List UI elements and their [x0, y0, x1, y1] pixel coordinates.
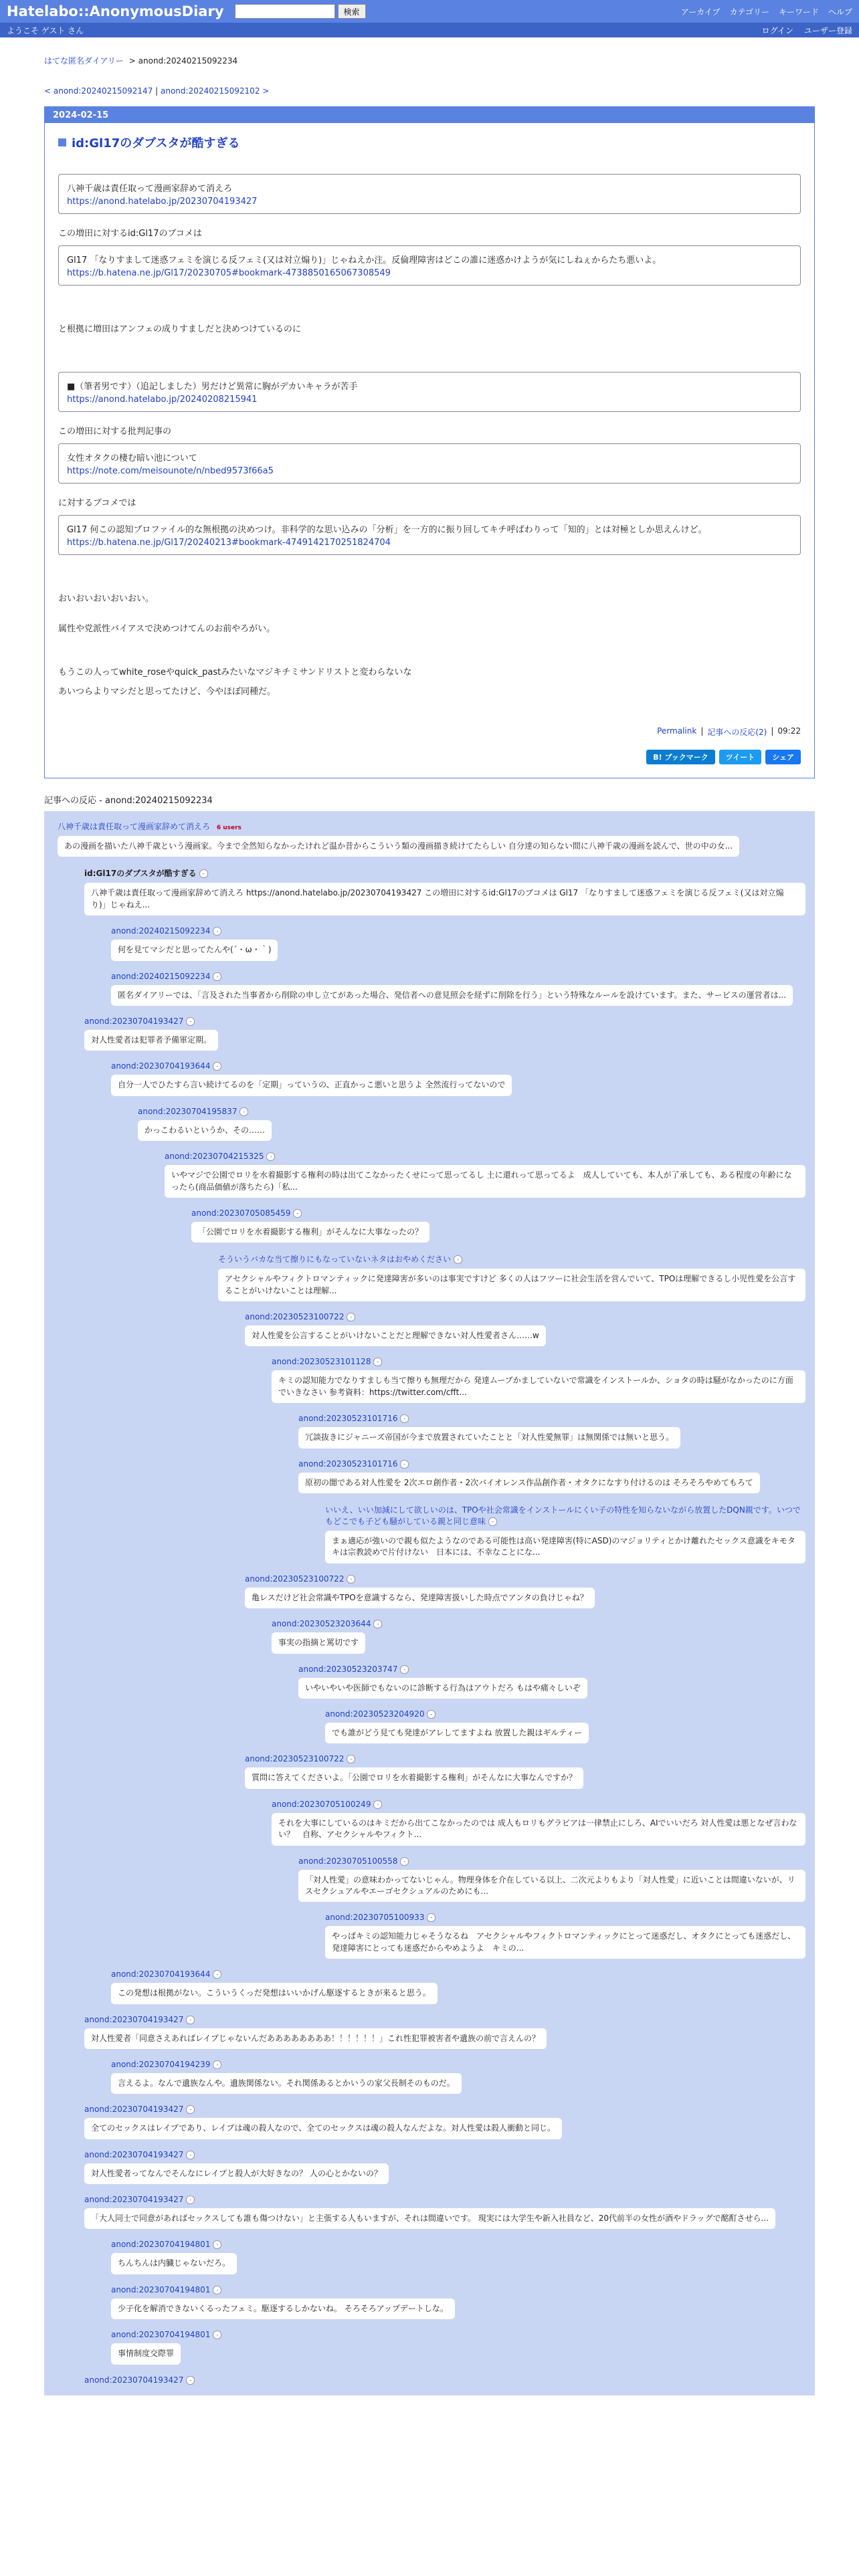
hatena-bookmark-button[interactable]: B! ブックマーク — [646, 750, 714, 764]
response-snippet: 言えるよ。なんで遺族なんや。遺族関係ない。それ関係あるとかいうの家父長制そのものだ。 — [111, 2073, 462, 2094]
response-node — [245, 1574, 808, 1615]
response-link[interactable]: anond:20230704194239 — [111, 2059, 211, 2069]
quote-text: 八神千歳は責任取って漫画家辞めて消えろ — [67, 184, 233, 194]
prev-entry-link[interactable]: < anond:20240215092147 — [44, 86, 153, 96]
response-snippet: やっぱキミの認知能力じゃそうなるね アセクシャルやフィクトロマンティックにとって迷惑だし、オタクにとっても迷惑だし、発達障害にとっても迷惑だからやめようよ キミの... — [325, 1926, 805, 1959]
responses-heading: 記事への反応 - anond:20240215092234 — [44, 796, 213, 806]
entry-paragraph: 属性や党派性バイアスで決めつけてんのお前やろがい。 — [58, 624, 276, 634]
response-link[interactable]: anond:20230704193427 — [84, 1016, 184, 1026]
response-link[interactable]: anond:20230523101716 — [298, 1414, 398, 1424]
response-node — [58, 821, 808, 863]
response-snippet: 対人性愛者「同意さえあればレイプじゃないんだああああああああ！！！！！！」これ性犯罪被害者や遺族の前で言えんの？ — [84, 2028, 547, 2049]
diary-entry — [44, 106, 815, 778]
response-link[interactable]: anond:20240215092234 — [111, 926, 211, 936]
response-node — [191, 1208, 808, 1249]
response-node — [111, 2240, 808, 2280]
response-link[interactable]: anond:20230523203747 — [298, 1664, 398, 1674]
response-snippet: 原初の闇である対人性愛を 2次エロ創作者・2次バイオレンス作品創作者・オタクになすり付けるのは そろそろやめてもろて — [298, 1473, 760, 1493]
response-snippet: 対人性愛者ってなんでそんなにレイプと殺人が大好きなの？ 人の心とかないの？ — [84, 2163, 389, 2184]
response-snippet: キミの認知能力でなりすましも当て擦りも無理だから 発達ムーブかましていないで常識をインストールか、ショタの時は騒がなかったのに方面でいきなさい 参考資料：https://twitter.com/cfft... — [272, 1370, 805, 1403]
nav-keyword[interactable]: キーワード — [778, 7, 819, 17]
response-node — [84, 2195, 808, 2236]
response-link[interactable]: anond:20230704193644 — [111, 1969, 211, 1979]
response-node — [245, 1312, 808, 1353]
response-link[interactable]: anond:20230523204920 — [325, 1709, 425, 1719]
response-link[interactable]: anond:20230704194801 — [111, 2240, 211, 2250]
collapse-toggle-icon[interactable]: - — [213, 2060, 221, 2069]
top-bar — [0, 0, 859, 23]
response-node — [84, 2150, 808, 2191]
response-link[interactable]: anond:20230704194801 — [111, 2330, 211, 2340]
top-nav — [681, 6, 852, 17]
quote-block — [58, 174, 801, 214]
nav-category[interactable]: カテゴリー — [729, 7, 769, 17]
response-link[interactable]: anond:20230523100722 — [245, 1312, 345, 1322]
response-node — [325, 1709, 808, 1750]
collapse-toggle-icon[interactable]: - — [213, 1970, 221, 1979]
search-input[interactable] — [235, 4, 335, 19]
permalink-link[interactable]: Permalink — [657, 726, 697, 736]
response-link[interactable]: いいえ、いい加減にして欲しいのは、TPOや社会常識をインストールにくい子の特性を知らないながら放置したDQN親です。いつでもどこでも子ども騒がしている親と同じ意味 — [325, 1505, 801, 1527]
response-snippet: 全てのセックスはレイプであり、レイプは魂の殺人なので、全てのセックスは魂の殺人なんだよな。対人性愛は殺人衝動と同じ。 — [84, 2118, 562, 2139]
entry-title-link[interactable]: id:Gl17のダブスタが酷すぎる — [72, 136, 240, 150]
collapse-toggle-icon[interactable]: - — [199, 869, 208, 878]
response-node — [325, 1913, 808, 1965]
quote-link[interactable]: https://anond.hatelabo.jp/20230704193427 — [67, 197, 258, 207]
response-link[interactable]: そういうバカな当て擦りにもなっていないネタはおやめください — [218, 1255, 452, 1265]
response-link[interactable]: anond:20240215092234 — [111, 971, 211, 981]
collapse-toggle-icon[interactable]: - — [373, 1358, 382, 1366]
user-bar — [0, 23, 859, 37]
breadcrumb-home[interactable]: はてな匿名ダイアリー — [44, 56, 124, 66]
response-snippet: 対人性愛を公言することがいけないことだと理解できない対人性愛者さん……w — [245, 1325, 546, 1346]
bookmark-users-badge[interactable]: 6 users — [216, 825, 242, 831]
collapse-toggle-icon[interactable]: - — [373, 1800, 382, 1809]
response-snippet: でも誰がどう見ても発達がアレしてますよね 放置した親はギルティー — [325, 1723, 589, 1743]
site-logo[interactable]: Hatelabo::AnonymousDiary — [7, 3, 224, 19]
response-snippet: 少子化を解消できないくるったフェミ。駆逐するしかないね。 そろそろアップデートしな。 — [111, 2298, 455, 2319]
collapse-toggle-icon[interactable]: - — [213, 1062, 221, 1071]
response-link[interactable]: anond:20230704193427 — [84, 2014, 184, 2024]
collapse-toggle-icon[interactable]: - — [186, 2376, 195, 2385]
response-link[interactable]: anond:20230704193644 — [111, 1061, 211, 1071]
collapse-toggle-icon[interactable]: - — [213, 927, 221, 936]
response-snippet: 「大人同士で同意があればセックスしても誰も傷つけない」と主張する人もいますが、それは間違いです。 現実には大学生や新入社員など、20代前半の女性が酒やドラッグで酩酊させら... — [84, 2208, 775, 2229]
collapse-toggle-icon[interactable]: - — [427, 1913, 436, 1922]
response-snippet: この発想は根拠がない。こういうくっだ発想はいいかげん駆逐するときが来ると思う。 — [111, 1983, 438, 2004]
response-link[interactable]: anond:20230705085459 — [191, 1208, 291, 1218]
response-node — [111, 1969, 808, 2010]
entry-paragraph: と根拠に増田はアンフェの成りすましだと決めつけているのに — [58, 324, 301, 334]
response-node — [138, 1107, 808, 1148]
quote-link[interactable]: https://note.com/meisounote/n/nbed9573f66a5 — [67, 466, 274, 476]
response-link[interactable]: anond:20230704215325 — [165, 1152, 264, 1162]
collapse-toggle-icon[interactable]: - — [347, 1313, 355, 1321]
collapse-toggle-icon[interactable]: - — [400, 1414, 409, 1423]
nav-archive[interactable]: アーカイブ — [680, 7, 721, 17]
response-link[interactable]: anond:20230704195837 — [138, 1106, 237, 1116]
facebook-share-button[interactable]: シェア — [765, 750, 801, 764]
response-snippet: 冗談抜きにジャニーズ帝国が今まで放置されていたことと「対人性愛無罪」は無関係では無いと思う。 — [298, 1427, 680, 1448]
collapse-toggle-icon[interactable]: - — [400, 1665, 409, 1674]
entry-time: 09:22 — [777, 726, 801, 736]
collapse-toggle-icon[interactable]: - — [400, 1460, 409, 1469]
response-link[interactable]: anond:20230523101716 — [298, 1459, 398, 1469]
breadcrumb — [44, 55, 815, 66]
response-link[interactable]: anond:20230523203644 — [272, 1619, 371, 1629]
response-node — [84, 867, 808, 922]
response-snippet: 匿名ダイアリーでは、「言及された当事者から削除の申し立てがあった場合、発信者への意見照会を経ずに削除を行う」という特殊なルールを設けています。また、サービスの運営者は... — [111, 985, 793, 1006]
quote-text: Gl17 何この認知プロファイル的な無根拠の決めつけ。非科学的な思い込みの「分析」を一方的に振り回してキチ呼ばわりって「知的」とは対極としか思えんけど。 — [67, 525, 707, 535]
response-snippet: 事実の指摘と罵切です — [272, 1632, 365, 1653]
entry-title — [58, 134, 801, 151]
welcome-text: ようこそ ゲスト さん — [7, 25, 84, 35]
quote-text: 女性オタクの棲む暗い池について — [67, 453, 197, 463]
response-snippet: アセクシャルやフィクトロマンティックに発達障害が多いのは事実ですけど 多くの人はフツーに社会生活を営んでいて、TPOは理解できるし小児性愛を公言することがいけないことは理解... — [218, 1269, 805, 1301]
entry-paragraph: おいおいおいおいおい。 — [58, 594, 155, 604]
response-link[interactable]: id:Gl17のダブスタが酷すぎる — [84, 869, 197, 879]
register-link[interactable]: ユーザー登録 — [803, 25, 852, 35]
response-node — [84, 2015, 808, 2056]
breadcrumb-current: anond:20240215092234 — [138, 56, 238, 66]
response-node — [272, 1357, 808, 1410]
collapse-toggle-icon[interactable]: - — [186, 1017, 195, 1026]
quote-block — [58, 245, 801, 286]
response-node — [111, 972, 808, 1012]
response-node — [84, 2375, 808, 2385]
root-entry-link[interactable]: 八神千歳は責任取って漫画家辞めて消えろ — [58, 822, 211, 831]
response-snippet: あの漫画を描いた八神千歳という漫画家。今まで全然知らなかったけれど温か昔からこういう類の漫画描き続けてたらしい 自分達の知らない間に八神千歳の漫画を読んで、世の中の女... — [58, 836, 739, 857]
collapse-toggle-icon[interactable]: - — [213, 972, 221, 981]
title-square-icon — [58, 138, 66, 146]
response-node — [84, 1016, 808, 1057]
collapse-toggle-icon[interactable]: - — [347, 1755, 355, 1763]
responses-link[interactable]: 記事への反応(2) — [707, 728, 767, 737]
response-link[interactable]: anond:20230523100722 — [245, 1754, 345, 1764]
response-snippet: 「対人性愛」の意味わかってないじゃん。物理身体を介在している以上、二次元よりもより「対人性愛」に近いことは間違いないが、リスセクシュアルやエーゴセクシュアルのためにも... — [298, 1870, 805, 1903]
entry-paragraph: に対するブコメでは — [58, 498, 136, 508]
response-link[interactable]: anond:20230704194801 — [111, 2284, 211, 2294]
response-node — [111, 2285, 808, 2326]
response-link[interactable]: anond:20230704193427 — [84, 2375, 184, 2385]
response-node — [325, 1504, 808, 1570]
next-entry-link[interactable]: anond:20240215092102 > — [161, 86, 270, 96]
collapse-toggle-icon[interactable]: - — [400, 1857, 409, 1866]
response-link[interactable]: anond:20230704193427 — [84, 2105, 184, 2115]
quote-text: ■（筆者男です）（追記しました）男だけど異常に胸がデカいキャラが苦手 — [67, 382, 358, 392]
entry-paragraph: この増田に対するid:Gl17のブコメは — [58, 229, 202, 239]
response-node — [272, 1800, 808, 1852]
collapse-toggle-icon[interactable]: - — [240, 1107, 248, 1116]
entry-paragraph: この増田に対する批判記事の — [58, 427, 172, 437]
response-snippet: 何を見てマシだと思ってたんや(´・ω・｀) — [111, 940, 278, 960]
response-link[interactable]: anond:20230705100933 — [325, 1913, 425, 1923]
breadcrumb-separator: > — [128, 56, 136, 66]
quote-block — [58, 515, 801, 555]
response-node — [84, 2105, 808, 2145]
collapse-toggle-icon[interactable]: - — [488, 1517, 497, 1526]
response-snippet: まぁ適応が強いので親も似たようなのである可能性は高い発達障害(特にASD)のマジョリティとかけ離れたセックス意識をキモタキは宗教読めで片付けない 日本には、不幸なことにな... — [325, 1531, 805, 1564]
entry-date: 2024-02-15 — [45, 107, 814, 123]
response-node — [298, 1665, 808, 1705]
response-link[interactable]: anond:20230705100558 — [298, 1856, 398, 1866]
tweet-button[interactable]: ツイート — [719, 750, 761, 764]
response-snippet: 八神千歳は責任取って漫画家辞めて消えろ https://anond.hatelabo.jp/20230704193427 この増田に対するid:Gl17のブコメは Gl17 「なりすまして迷惑フェミを演じる反フェミ(又は対立煽り)」じゃねえ... — [84, 883, 805, 916]
entry-paragraph: もうこの人ってwhite_roseやquick_pastみたいなマジキチミサンドリストと変わらないな — [58, 667, 412, 677]
collapse-toggle-icon[interactable]: - — [186, 2151, 195, 2159]
response-snippet: かっこわるいというか、その…… — [138, 1120, 272, 1141]
response-snippet: ちんちんは内臓じゃないだろ。 — [111, 2253, 237, 2274]
entry-paragraph: あいつらよりマシだと思ってたけど、今やほぼ同種だ。 — [58, 687, 276, 697]
collapse-toggle-icon[interactable]: - — [213, 2331, 221, 2339]
quote-block — [58, 443, 801, 484]
quote-text: Gl17 「なりすまして迷惑フェミを演じる反フェミ(又は対立煽り)」じゃねえか注。反倫理障害はどこの誰に迷惑かけようが気にしねぇからたち悪いよ。 — [67, 255, 662, 265]
response-snippet: いやいやいや医師でもないのに診断する行為はアウトだろ もはや痛々しいぞ — [298, 1678, 587, 1699]
collapse-toggle-icon[interactable]: - — [454, 1255, 462, 1264]
response-node — [298, 1414, 808, 1455]
response-snippet: 自分一人でひたすら言い続けてるのを「定期」っていうの、正直かっこ悪いと思うよ 全然流行ってないので — [111, 1075, 512, 1095]
response-snippet: 「公園でロリを水着撮影する権利」がそんなに大事なったの？ — [191, 1222, 430, 1243]
response-node — [298, 1459, 808, 1500]
response-node — [111, 2060, 808, 2101]
share-buttons — [58, 750, 801, 764]
response-node — [111, 1061, 808, 1102]
response-link[interactable]: anond:20230523100722 — [245, 1574, 345, 1584]
response-node — [218, 1253, 808, 1308]
response-node — [165, 1152, 808, 1204]
quote-link[interactable]: https://anond.hatelabo.jp/20240208215941 — [67, 395, 258, 405]
response-link[interactable]: anond:20230523101128 — [272, 1357, 371, 1367]
response-snippet: 質問に答えてくださいよ。「公園でロリを水着撮影する権利」がそんなに大事なんですか？ — [245, 1767, 583, 1788]
quote-block — [58, 372, 801, 412]
response-snippet: それを大事にしているのはキミだから出てこなかったのでは 成人もロリもグラビアは一律禁止にしろ、AIでいいだろ 対人性愛は悪となぜ言わない？ 自称、アセクシャルやフィクト... — [272, 1813, 805, 1846]
response-link[interactable]: anond:20230704193427 — [84, 2195, 184, 2205]
response-node — [111, 926, 808, 967]
nav-help[interactable]: ヘルプ — [828, 7, 852, 17]
collapse-toggle-icon[interactable]: - — [427, 1710, 436, 1719]
collapse-toggle-icon[interactable]: - — [213, 2240, 221, 2249]
collapse-toggle-icon[interactable]: - — [293, 1209, 302, 1218]
search-button[interactable]: 検索 — [338, 4, 366, 19]
response-node — [298, 1856, 808, 1909]
response-link[interactable]: anond:20230704193427 — [84, 2149, 184, 2159]
response-snippet: 対人性愛者は犯罪者予備軍定期。 — [84, 1030, 218, 1051]
response-tree — [44, 811, 815, 2395]
response-snippet: 亀レスだけど社会常識やTPOを意識するなら、発達障害扱いした時点でアンタの負けじゃね？ — [245, 1588, 595, 1608]
collapse-toggle-icon[interactable]: - — [186, 2016, 195, 2024]
login-link[interactable]: ログイン — [761, 25, 793, 35]
entry-footer: Permalink | 記事への反応(2) | 09:22 — [657, 726, 801, 737]
collapse-toggle-icon[interactable]: - — [347, 1575, 355, 1584]
response-link[interactable]: anond:20230705100249 — [272, 1799, 371, 1809]
pager: < anond:20240215092147 | anond:20240215092102 > — [44, 86, 270, 96]
quote-link[interactable]: https://b.hatena.ne.jp/Gl17/20230705#bookmark-4738850165067308549 — [67, 268, 391, 278]
response-node — [272, 1619, 808, 1660]
collapse-toggle-icon[interactable]: - — [186, 2105, 195, 2114]
response-snippet: いやマジで公園でロリを水着撮影する権利の時は出てこなかったくせにって思ってるし 土に還れって思ってるよ 成人していても、本人が了承しても、ある程度の年齢になったら(商品価値が落ちたら)「私... — [165, 1165, 805, 1198]
collapse-toggle-icon[interactable]: - — [186, 2195, 195, 2204]
response-node — [111, 2330, 808, 2371]
collapse-toggle-icon[interactable]: - — [266, 1152, 275, 1161]
quote-link[interactable]: https://b.hatena.ne.jp/Gl17/20240213#bookmark-4749142170251824704 — [67, 538, 391, 548]
collapse-toggle-icon[interactable]: - — [213, 2286, 221, 2294]
collapse-toggle-icon[interactable]: - — [373, 1620, 382, 1628]
response-snippet: 事情制度交際罪 — [111, 2343, 181, 2364]
response-node — [245, 1754, 808, 1795]
